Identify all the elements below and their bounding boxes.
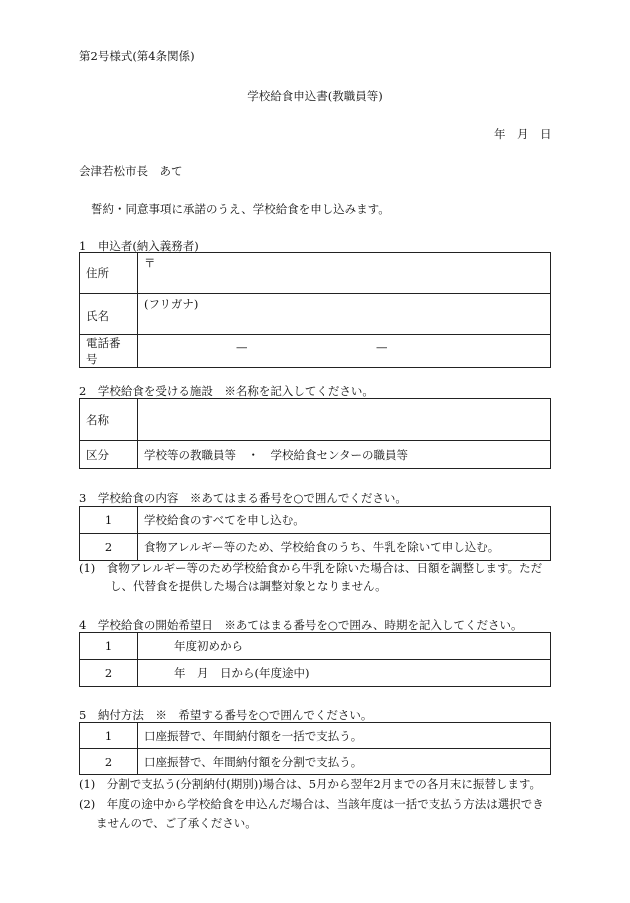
option-text: 年度初めから xyxy=(138,633,551,660)
applicant-table xyxy=(79,252,551,368)
phone-dash-1: — xyxy=(236,340,248,354)
start-date-table xyxy=(79,632,551,687)
classification-label: 区分 xyxy=(80,441,138,469)
furigana-label: (フリガナ) xyxy=(144,297,199,311)
option-text: 口座振替で、年間納付額を一括で支払う。 xyxy=(138,723,551,749)
option-text[interactable]: 年 月 日から(年度途中) xyxy=(138,660,551,687)
postal-mark: 〒 xyxy=(144,256,156,270)
pledge-text: 誓約・同意事項に承諾のうえ、学校給食を申し込みます。 xyxy=(91,202,390,216)
section3-note-line1: (1) 食物アレルギー等のため学校給食から牛乳を除いた場合は、日額を調整します。ただ xyxy=(79,561,543,575)
address-field[interactable] xyxy=(138,253,551,294)
section5-note2-line2: ませんので、ご了承ください。 xyxy=(96,816,257,830)
payment-method-table xyxy=(79,722,551,775)
facility-name-field[interactable] xyxy=(138,399,551,441)
section2-heading: 2 学校給食を受ける施設 ※名称を記入してください。 xyxy=(79,384,374,398)
section5-note2-line1: (2) 年度の途中から学校給食を申込んだ場合は、当該年度は一括で支払う方法は選択でき xyxy=(79,797,544,811)
phone-field[interactable] xyxy=(138,335,551,368)
phone-label: 電話番号 xyxy=(80,335,138,368)
section3-note-line2: し、代替食を提供した場合は調整対象となりません。 xyxy=(110,579,387,593)
option-number[interactable]: 1 xyxy=(80,507,138,534)
section5-heading: 5 納付方法 ※ 希望する番号を○で囲んでください。 xyxy=(79,708,373,722)
option-text: 食物アレルギー等のため、学校給食のうち、牛乳を除いて申し込む。 xyxy=(138,534,551,561)
section1-heading: 1 申込者(納入義務者) xyxy=(79,239,199,253)
facility-name-label: 名称 xyxy=(80,399,138,441)
name-field[interactable] xyxy=(138,294,551,335)
option-number[interactable]: 2 xyxy=(80,534,138,561)
option-number[interactable]: 1 xyxy=(80,723,138,749)
section5-note1: (1) 分割で支払う(分割納付(期別))場合は、5月から翌年2月までの各月末に振替します。 xyxy=(79,777,541,791)
option-number[interactable]: 2 xyxy=(80,749,138,775)
section4-heading: 4 学校給食の開始希望日 ※あてはまる番号を○で囲み、時期を記入してください。 xyxy=(79,618,523,632)
section3-heading: 3 学校給食の内容 ※あてはまる番号を○で囲んでください。 xyxy=(79,491,407,505)
page-title: 学校給食申込書(教職員等) xyxy=(247,89,383,103)
option-text: 学校給食のすべてを申し込む。 xyxy=(138,507,551,534)
addressee: 会津若松市長 あて xyxy=(79,164,183,178)
address-label: 住所 xyxy=(80,253,138,294)
option-number[interactable]: 1 xyxy=(80,633,138,660)
name-label: 氏名 xyxy=(80,294,138,335)
phone-dash-2: — xyxy=(376,340,388,354)
date-line: 年 月 日 xyxy=(494,127,552,141)
form-number: 第2号様式(第4条関係) xyxy=(79,49,195,63)
meal-content-table xyxy=(79,506,551,561)
facility-table xyxy=(79,398,551,469)
classification-options[interactable]: 学校等の教職員等 ・ 学校給食センターの職員等 xyxy=(138,441,551,469)
option-text: 口座振替で、年間納付額を分割で支払う。 xyxy=(138,749,551,775)
option-number[interactable]: 2 xyxy=(80,660,138,687)
